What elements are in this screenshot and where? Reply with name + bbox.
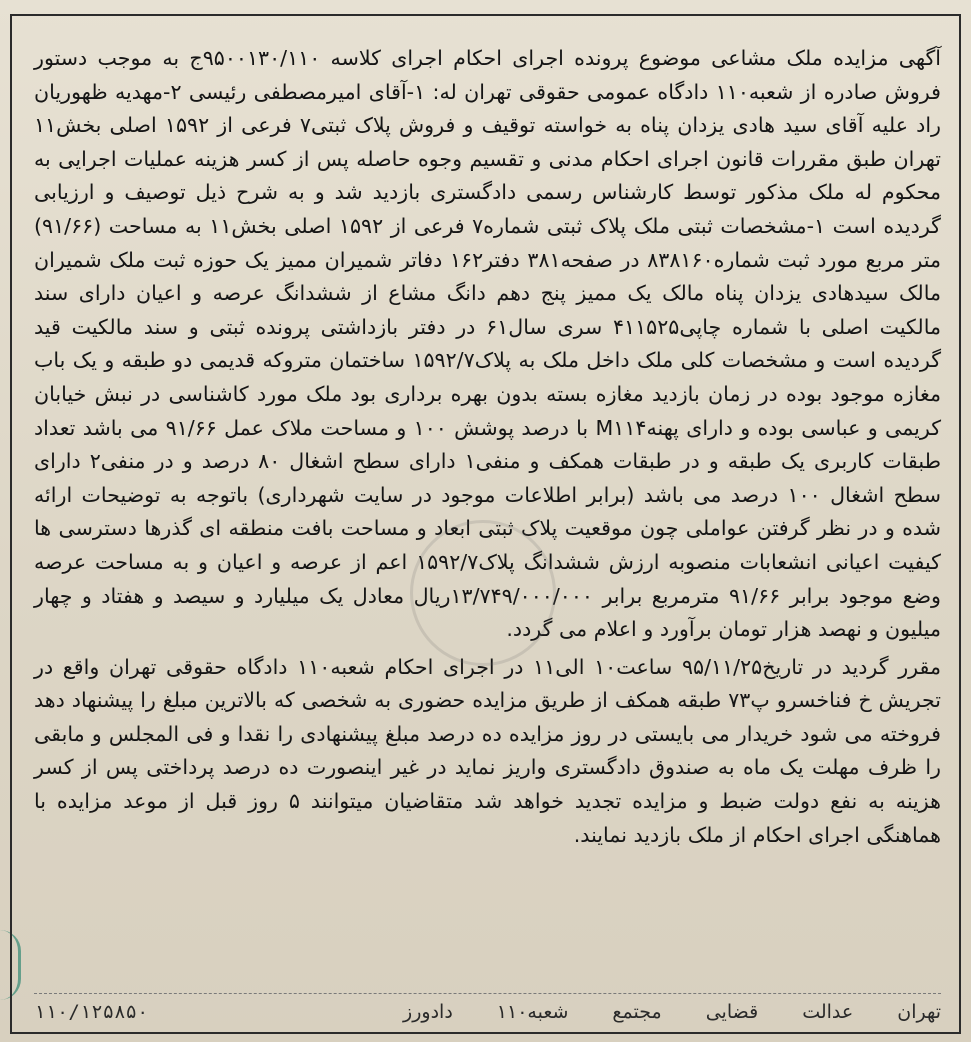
notice-paragraph-1: آگهی مزایده ملک مشاعی موضوع پرونده اجرای احکام اجرای کلاسه ۹۵۰۰۱۳۰/۱۱۰ج به موجب دستور فروش صادره از شعبه۱۱۰ دادگاه عمومی حقوقی تهران له: ۱-آقای امیرمصطفی رئیسی ۲-مهدیه ظهوریان راد علیه آقای سید هادی یزدان پناه به خواسته توقیف و فروش پلاک ثبتی۷ فرعی از ۱۵۹۲ اصلی بخش۱۱ تهران طبق مقررات قانون اجرای احکام مدنی و تقسیم وجوه حاصله پس از کسر هزینه عملیات اجرایی به محکوم له ملک مذکور توسط کارشناس رسمی دادگستری بازدید شد و به شرح ذیل توصیف و ارزیابی گردیده است ۱-مشخصات ثبتی ملک پلاک ثبتی شماره۷ فرعی از ۱۵۹۲ اصلی بخش۱۱ به مساحت (۹۱/۶۶) متر مربع مورد ثبت شماره۸۳۸۱۶۰ در صفحه۳۸۱ دفتر۱۶۲ دفاتر شمیران ممیز یک حوزه ثبت ملک شمیران مالک سیدهادی یزدان پناه مالک یک ممیز پنج دهم دانگ مشاع از ششدانگ عرصه و اعیان دارای سند مالکیت اصلی با شماره چاپی۴۱۱۵۲۵ سری سال۶۱ در دفتر بازداشتی پرونده ثبتی و سند مالکیت قید گردیده است و مشخصات کلی ملک داخل ملک به پلاک۱۵۹۲/۷ ساختمان متروکه قدیمی دو طبقه و یک باب مغازه موجود بوده در زمان بازدید مغازه بسته بدون بهره برداری بود ملک مورد کاشناسی در نبش خیابان کریمی و عباسی بوده و دارای پهنهM۱۱۴ با درصد پوشش ۱۰۰ و مساحت ملاک عمل ۹۱/۶۶ می باشد تعداد طبقات کاربری یک طبقه و در طبقات همکف و منفی۱ دارای سطح اشغال ۸۰ درصد و در منفی۲ دارای سطح اشغال ۱۰۰ درصد می باشد (برابر اطلاعات موجود در سایت شهرداری) باتوجه به توضیحات ارائه شده و در نظر گرفتن عواملی چون موقعیت پلاک ثبتی ابعاد و مساحت بافت منطقه ای گذرها دسترسی ها کیفیت اعیانی انشعابات منصوبه ارزش ششدانگ پلاک۱۵۹۲/۷ اعم از عرصه و اعیان و به مساحت عرصه وضع موجود برابر ۹۱/۶۶ مترمربع برابر ۱۳/۷۴۹/۰۰۰/۰۰۰ریال معادل یک میلیارد و سیصد و هفتاد و چهار میلیون و نهصد هزار تومان برآورد و اعلام می گردد. (34, 46, 942, 642)
auction-notice-box (10, 14, 961, 1034)
footer-word-judicial: قضایی (705, 1001, 759, 1023)
footer-word-tehran: تهران (897, 1001, 941, 1023)
document-number: ۱۱۰/۱۲۵۸۵۰ (34, 1001, 149, 1023)
notice-paragraph-2: مقرر گردید در تاریخ۹۵/۱۱/۲۵ ساعت۱۰ الی۱۱ در اجرای احکام شعبه۱۱۰ دادگاه حقوقی تهران واقع در تجریش خ فناخسرو پ۷۳ طبقه همکف از طریق مزایده حضوری به شخصی که بالاترین مبلغ را پیشنهاد دهد فروخته می شود خریدار می بایستی در روز مزایده ده درصد مبلغ پیشنهادی را نقدا و فی المجلس و مابقی را ظرف مهلت یک ماه به صندوق دادگستری واریز نماید در غیر اینصورت ده درصد پرداختی پس از کسر هزینه به نفع دولت ضبط و مزایده تجدید خواهد شد متقاضیان میتوانند ۵ روز قبل از موعد مزایده با هماهنگی اجرای احکام از ملک بازدید نمایند. (34, 654, 941, 847)
notice-footer (34, 993, 941, 1026)
footer-word-complex: مجتمع (612, 1001, 662, 1023)
footer-signature-words (403, 1001, 941, 1023)
footer-word-officer: دادورز (403, 1001, 453, 1023)
footer-word-branch: شعبه۱۱۰ (496, 1001, 569, 1023)
footer-word-justice: عدالت (802, 1001, 854, 1023)
